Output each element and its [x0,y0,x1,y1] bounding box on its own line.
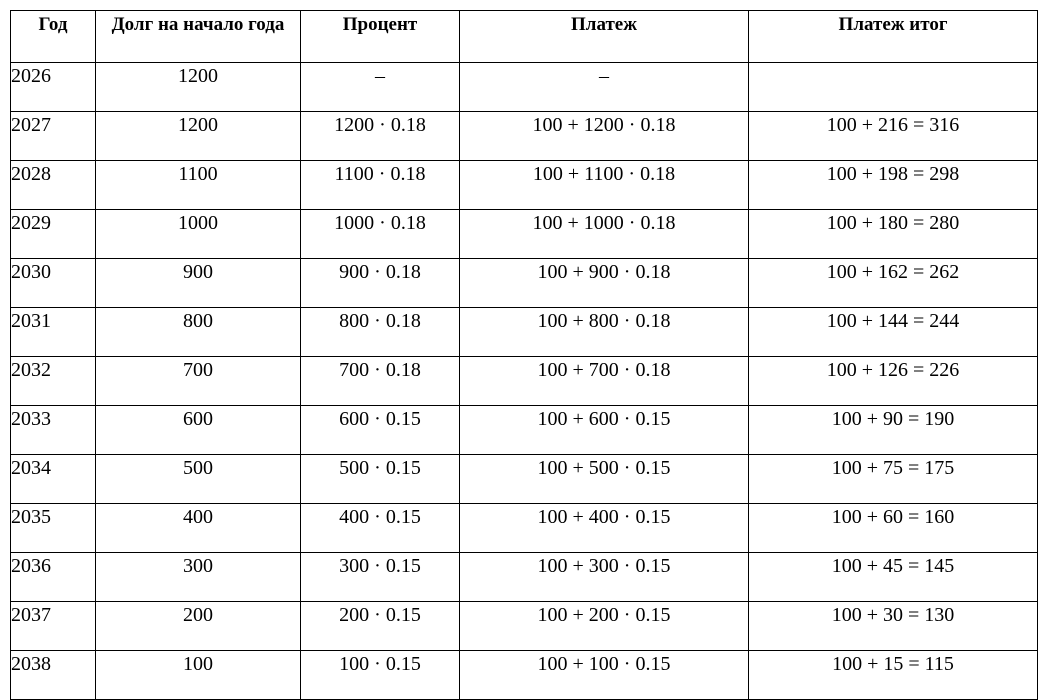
header-total: Платеж итог [749,11,1038,63]
payment-cell: 100 + 1100 · 0.18 [460,161,749,210]
payment-cell: 100 + 500 · 0.15 [460,455,749,504]
year-cell: 2029 [11,210,96,259]
total-cell: 100 + 30 = 130 [749,602,1038,651]
debt-cell: 1000 [96,210,301,259]
total-cell: 100 + 216 = 316 [749,112,1038,161]
table-row [11,651,1038,700]
percent-cell: 1000 · 0.18 [301,210,460,259]
percent-cell: – [301,63,460,112]
total-cell: 100 + 60 = 160 [749,504,1038,553]
payment-cell: 100 + 300 · 0.15 [460,553,749,602]
percent-cell: 100 · 0.15 [301,651,460,700]
debt-cell: 500 [96,455,301,504]
payment-cell: 100 + 700 · 0.18 [460,357,749,406]
debt-cell: 600 [96,406,301,455]
year-cell: 2026 [11,63,96,112]
year-cell: 2037 [11,602,96,651]
payment-cell: 100 + 400 · 0.15 [460,504,749,553]
total-cell: 100 + 162 = 262 [749,259,1038,308]
percent-cell: 700 · 0.18 [301,357,460,406]
debt-cell: 700 [96,357,301,406]
header-row [11,11,1038,63]
payment-cell: 100 + 900 · 0.18 [460,259,749,308]
table-row [11,308,1038,357]
debt-cell: 400 [96,504,301,553]
total-cell: 100 + 198 = 298 [749,161,1038,210]
year-cell: 2038 [11,651,96,700]
payment-cell: 100 + 1200 · 0.18 [460,112,749,161]
percent-cell: 500 · 0.15 [301,455,460,504]
header-percent: Процент [301,11,460,63]
payment-cell: 100 + 100 · 0.15 [460,651,749,700]
table-row [11,210,1038,259]
percent-cell: 300 · 0.15 [301,553,460,602]
debt-cell: 100 [96,651,301,700]
debt-cell: 300 [96,553,301,602]
payment-cell: 100 + 600 · 0.15 [460,406,749,455]
table-row [11,112,1038,161]
year-cell: 2028 [11,161,96,210]
table-row [11,406,1038,455]
total-cell: 100 + 45 = 145 [749,553,1038,602]
percent-cell: 1200 · 0.18 [301,112,460,161]
header-payment: Платеж [460,11,749,63]
payment-cell: 100 + 200 · 0.15 [460,602,749,651]
year-cell: 2035 [11,504,96,553]
percent-cell: 200 · 0.15 [301,602,460,651]
percent-cell: 900 · 0.18 [301,259,460,308]
debt-cell: 800 [96,308,301,357]
year-cell: 2034 [11,455,96,504]
table-body [11,63,1038,700]
table-row [11,455,1038,504]
total-cell [749,63,1038,112]
year-cell: 2033 [11,406,96,455]
year-cell: 2027 [11,112,96,161]
table-row [11,504,1038,553]
table-row [11,259,1038,308]
payment-cell: 100 + 1000 · 0.18 [460,210,749,259]
payment-cell: – [460,63,749,112]
total-cell: 100 + 90 = 190 [749,406,1038,455]
table-row [11,63,1038,112]
loan-schedule-table [10,10,1038,700]
debt-cell: 1200 [96,63,301,112]
percent-cell: 600 · 0.15 [301,406,460,455]
total-cell: 100 + 15 = 115 [749,651,1038,700]
header-debt: Долг на начало года [96,11,301,63]
total-cell: 100 + 126 = 226 [749,357,1038,406]
year-cell: 2030 [11,259,96,308]
percent-cell: 800 · 0.18 [301,308,460,357]
header-year: Год [11,11,96,63]
debt-cell: 900 [96,259,301,308]
table-row [11,357,1038,406]
table-row [11,553,1038,602]
debt-cell: 200 [96,602,301,651]
debt-cell: 1200 [96,112,301,161]
table-row [11,602,1038,651]
table-row [11,161,1038,210]
year-cell: 2036 [11,553,96,602]
debt-cell: 1100 [96,161,301,210]
year-cell: 2031 [11,308,96,357]
payment-cell: 100 + 800 · 0.18 [460,308,749,357]
percent-cell: 1100 · 0.18 [301,161,460,210]
total-cell: 100 + 144 = 244 [749,308,1038,357]
total-cell: 100 + 180 = 280 [749,210,1038,259]
percent-cell: 400 · 0.15 [301,504,460,553]
total-cell: 100 + 75 = 175 [749,455,1038,504]
year-cell: 2032 [11,357,96,406]
